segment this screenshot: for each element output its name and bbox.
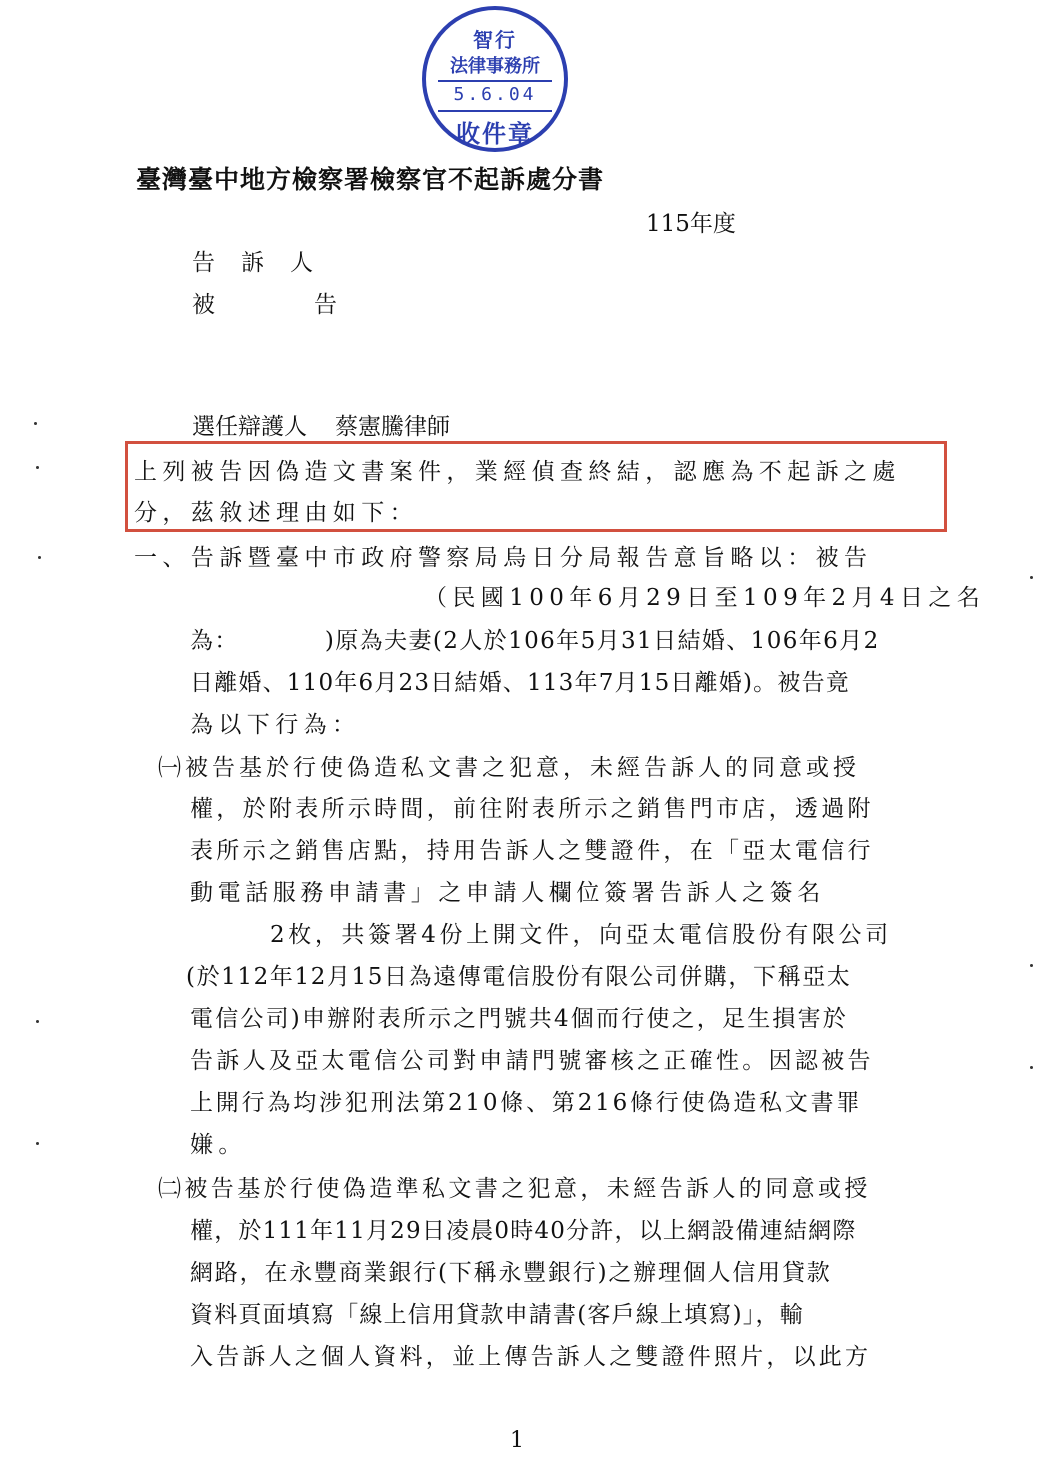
body-line: （民國100年6月29日至109年2月4日之名	[424, 585, 986, 611]
scan-speck	[38, 556, 41, 559]
body-line: 2枚，共簽署4份上開文件，向亞太電信股份有限公司	[270, 922, 892, 948]
stamp-label: 收件章	[438, 110, 552, 149]
body-line: 告訴人及亞太電信公司對申請門號審核之正確性。因認被告	[190, 1048, 874, 1074]
stamp-firm-name: 法律事務所	[438, 52, 552, 82]
body-line: 權，於111年11月29日凌晨0時40分許，以上網設備連結網際	[190, 1218, 857, 1244]
party-counsel	[192, 408, 450, 441]
body-line: (於112年12月15日為遠傳電信股份有限公司併購，下稱亞太	[186, 964, 852, 990]
body-line: ㈠被告基於行使偽造私文書之犯意，未經告訴人的同意或授	[158, 755, 860, 781]
body-line: 資料頁面填寫「線上信用貸款申請書(客戶線上填寫)」，輸	[190, 1302, 804, 1328]
defendant-char-2: 告	[314, 292, 337, 318]
body-line: ㈡被告基於行使偽造準私文書之犯意，未經告訴人的同意或授	[158, 1176, 871, 1202]
scan-speck	[36, 1020, 39, 1023]
body-line: 上開行為均涉犯刑法第210條、第216條行使偽造私文書罪	[190, 1090, 863, 1116]
receipt-stamp	[422, 6, 568, 152]
body-line: 入告訴人之個人資料，並上傳告訴人之雙證件照片，以此方	[190, 1344, 872, 1370]
body-line: 一、告訴暨臺中市政府警察局烏日分局報告意旨略以：被告	[134, 545, 873, 571]
scan-speck	[1030, 576, 1033, 579]
party-complainant: 告訴人	[192, 250, 339, 276]
body-line: 嫌。	[190, 1132, 247, 1158]
body-line: 網路，在永豐商業銀行(下稱永豐銀行)之辦理個人信用貸款	[190, 1260, 832, 1286]
scan-speck	[1030, 1066, 1033, 1069]
body-line: 為： )原為夫妻(2人於106年5月31日結婚、106年6月2	[190, 628, 880, 654]
scan-speck	[1030, 964, 1033, 967]
stamp-top-text: 智行	[473, 28, 517, 52]
body-line: 權，於附表所示時間，前往附表所示之銷售門市店，透過附	[190, 796, 874, 822]
page-number: 1	[510, 1428, 524, 1453]
body-line: 表所示之銷售店點，持用告訴人之雙證件，在「亞太電信行	[190, 838, 874, 864]
body-line: 為以下行為：	[190, 712, 361, 738]
party-defendant	[192, 286, 337, 319]
body-line: 電信公司)申辦附表所示之門號共4個而行使之，足生損害於	[190, 1006, 849, 1032]
document-title: 臺灣臺中地方檢察署檢察官不起訴處分書	[136, 165, 605, 194]
case-year: 115年度	[646, 211, 736, 237]
body-line: 分，茲敘述理由如下：	[134, 500, 418, 526]
scan-speck	[34, 422, 37, 425]
counsel-role: 選任辯護人	[192, 414, 307, 440]
counsel-name: 蔡憲騰律師	[335, 414, 450, 440]
body-line: 動電話服務申請書」之申請人欄位簽署告訴人之簽名	[190, 880, 825, 906]
stamp-date: 5.6.04	[453, 84, 537, 105]
scan-speck	[36, 466, 39, 469]
body-line: 日離婚、110年6月23日結婚、113年7月15日離婚)。被告竟	[190, 670, 850, 696]
body-line: 上列被告因偽造文書案件，業經偵查終結，認應為不起訴之處	[134, 459, 901, 485]
scan-speck	[36, 1142, 39, 1145]
defendant-char-1: 被	[192, 292, 215, 318]
